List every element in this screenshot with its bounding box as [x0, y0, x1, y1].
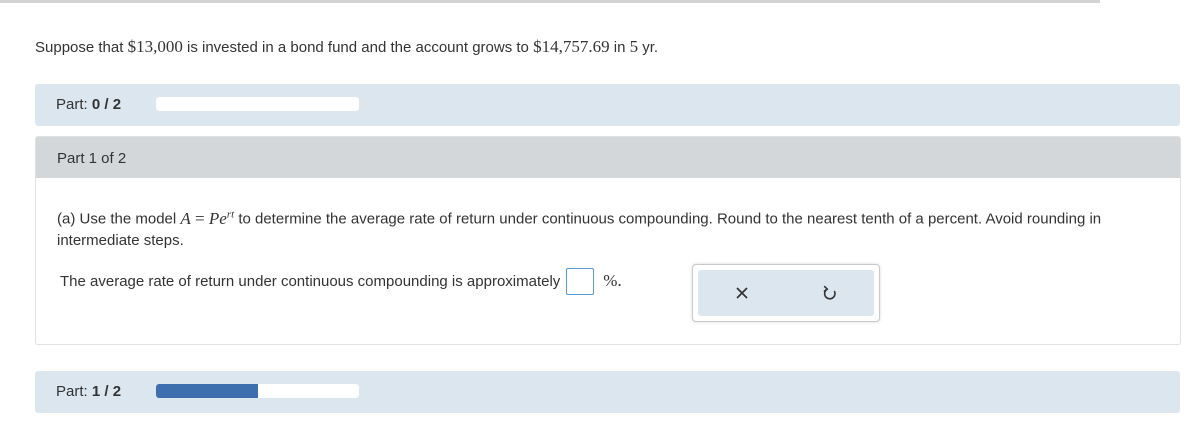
- years-value: 5: [629, 37, 639, 56]
- undo-icon: [822, 285, 838, 301]
- part-progress-bottom: [35, 371, 1180, 413]
- part-header: [36, 137, 1180, 178]
- part-progress-top: [35, 84, 1180, 126]
- years-unit: yr.: [638, 39, 659, 56]
- answer-tools: [692, 264, 880, 322]
- answer-tools-bar: [698, 270, 874, 316]
- answer-label: The average rate of return under continuous compounding is approximately: [60, 272, 561, 290]
- answer-line: [60, 264, 622, 298]
- close-icon: [735, 286, 749, 300]
- problem-prefix: Suppose that: [35, 39, 128, 56]
- principal-amount: $13,000: [127, 37, 183, 56]
- progress-fill: [156, 384, 258, 398]
- question-intro: (a) Use the model: [57, 210, 181, 228]
- part-progress-value: 1 / 2: [91, 383, 122, 400]
- part-title: Part 1 of 2: [57, 150, 127, 167]
- progress-track: [156, 384, 359, 398]
- problem-in: in: [609, 39, 630, 56]
- reset-button[interactable]: [786, 270, 874, 316]
- final-amount: $14,757.69: [533, 37, 610, 56]
- problem-statement: [35, 37, 658, 57]
- problem-middle: is invested in a bond fund and the account grows to: [182, 39, 534, 56]
- part-card: [35, 136, 1181, 345]
- percent-unit: %.: [603, 271, 622, 290]
- part-progress-label: Part: 0 / 2: [56, 96, 122, 113]
- part-progress-label: Part: 1 / 2: [56, 383, 122, 400]
- clear-button[interactable]: [698, 270, 786, 316]
- question-text: [57, 204, 1157, 251]
- progress-track: [156, 97, 359, 111]
- part-progress-value: 0 / 2: [91, 96, 122, 113]
- top-divider: [0, 0, 1100, 3]
- model-formula: $A = Pe^{rt}$: [180, 208, 235, 228]
- question-instructions: to determine the average rate of return under continuous compounding. Round to the nearest tenth of a percent. Avoid rounding in intermediate steps.: [57, 210, 1102, 249]
- answer-input[interactable]: [566, 268, 594, 295]
